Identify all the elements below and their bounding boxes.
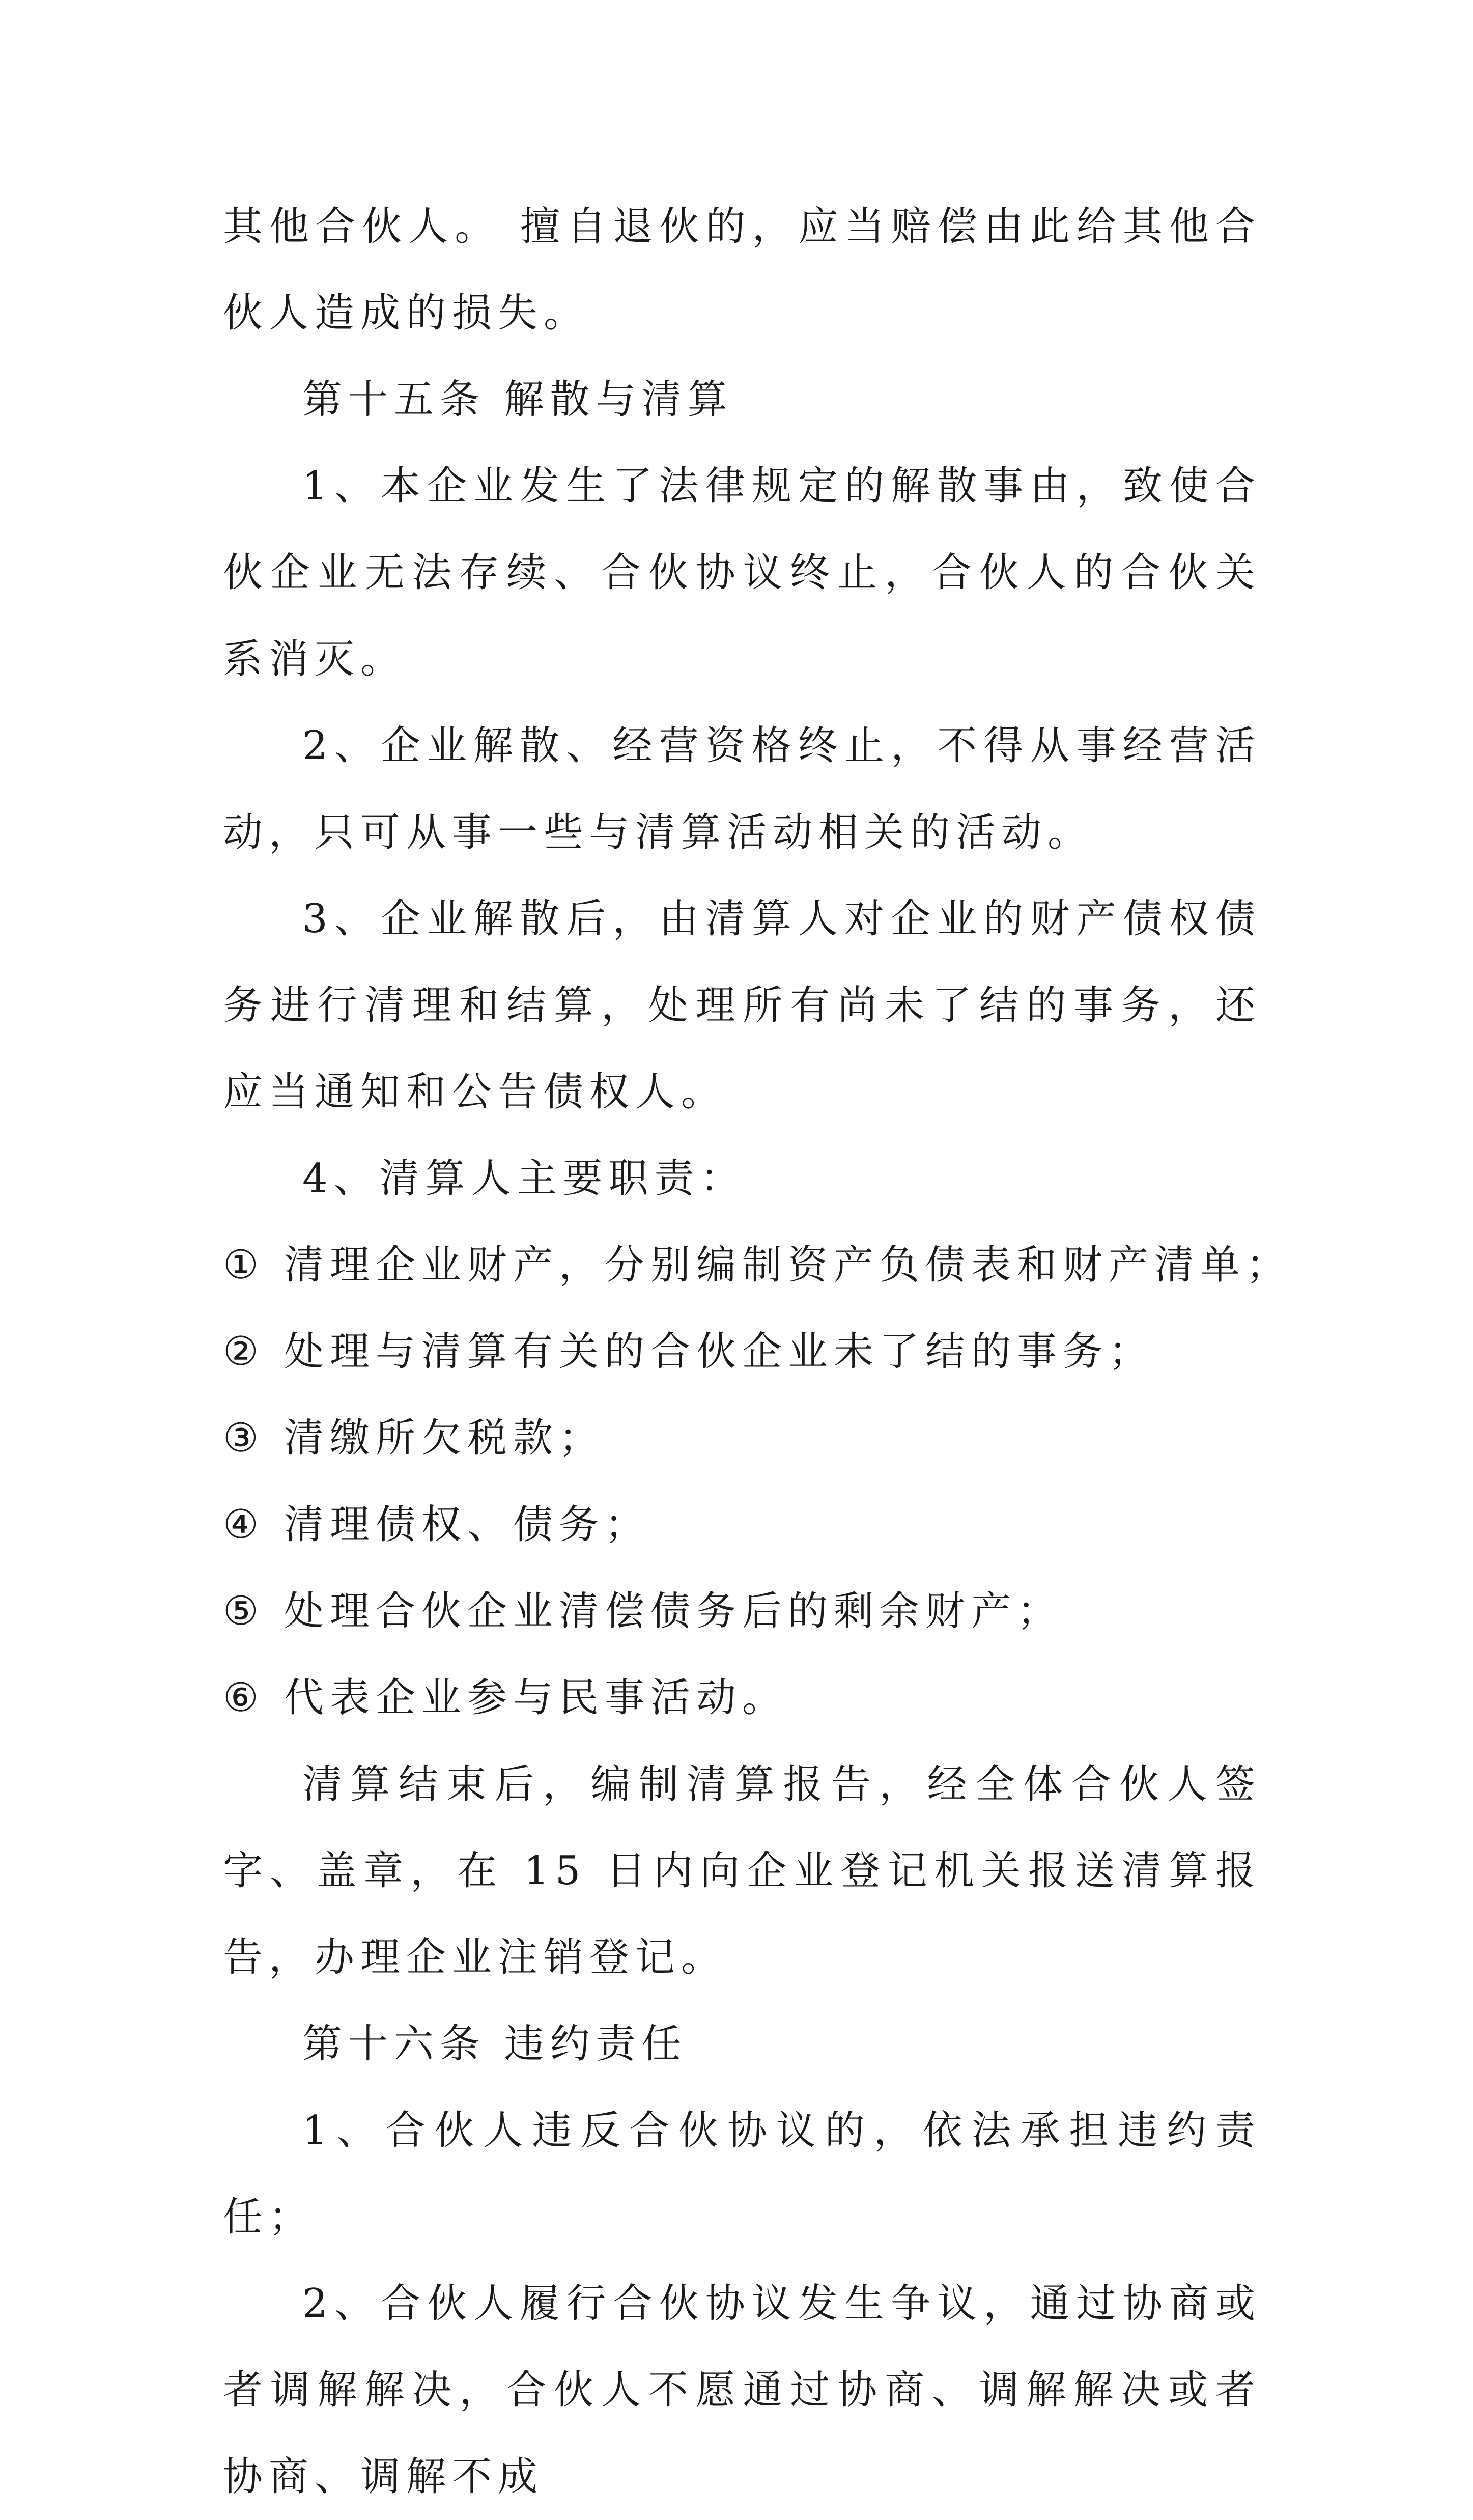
duty-number: ③	[223, 1415, 265, 1461]
duty-item	[223, 1568, 1261, 1655]
article-16-clause-2: 2、合伙人履行合伙协议发生争议，通过协商或者调解解决，合伙人不愿通过协商、调解解决或者协商、调解不成	[223, 2281, 1261, 2500]
article-15-clause-1: 1、本企业发生了法律规定的解散事由，致使合伙企业无法存续、合伙协议终止，合伙人的合伙关系消灭。	[223, 463, 1261, 682]
duty-number: ②	[223, 1329, 265, 1375]
duty-number: ⑥	[223, 1675, 265, 1721]
duty-number: ⑤	[223, 1588, 265, 1634]
duty-text: 清理企业财产，分别编制资产负债表和财产清单；	[284, 1242, 1292, 1288]
article-16-clause-1: 1、合伙人违反合伙协议的，依法承担违约责任；	[223, 2108, 1261, 2240]
paragraph-continuation: 其他合伙人。 擅自退伙的，应当赔偿由此给其他合伙人造成的损失。	[223, 204, 1261, 336]
duty-item	[223, 1395, 1261, 1481]
article-16-title: 第十六条 违约责任	[302, 2021, 688, 2067]
duty-item	[223, 1222, 1292, 1308]
duty-text: 处理合伙企业清偿债务后的剩余财产；	[284, 1588, 1063, 1634]
duty-text: 清理债权、债务；	[284, 1502, 651, 1548]
article-15-clause-2: 2、企业解散、经营资格终止，不得从事经营活动，只可从事一些与清算活动相关的活动。	[223, 723, 1261, 855]
duty-item	[223, 1655, 1261, 1741]
liquidation-closing-paragraph: 清算结束后，编制清算报告，经全体合伙人签字、盖章，在 15 日内向企业登记机关报送清算报告，办理企业注销登记。	[223, 1761, 1261, 1980]
duty-text: 清缴所欠税款；	[284, 1415, 605, 1461]
article-15-clause-3: 3、企业解散后，由清算人对企业的财产债权债务进行清理和结算，处理所有尚未了结的事务，还应当通知和公告债权人。	[223, 896, 1261, 1115]
duty-text: 处理与清算有关的合伙企业未了结的事务；	[284, 1329, 1155, 1375]
article-15-clause-4: 4、清算人主要职责：	[302, 1156, 746, 1201]
duty-item	[223, 1308, 1261, 1395]
duty-number: ①	[223, 1242, 265, 1288]
article-15-title: 第十五条 解散与清算	[302, 377, 733, 423]
duty-number: ④	[223, 1502, 265, 1548]
duty-item	[223, 1481, 1261, 1568]
duty-text: 代表企业参与民事活动。	[284, 1675, 788, 1721]
document-body	[223, 183, 1292, 2520]
